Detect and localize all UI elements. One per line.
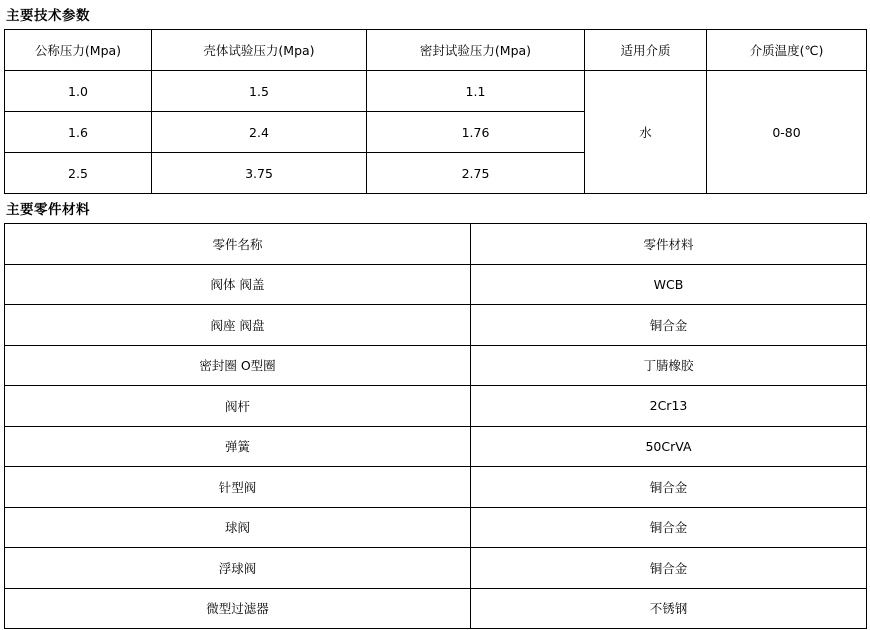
cell-seal-test-pressure-1: 1.1 (367, 71, 585, 112)
cell-medium-temperature: 0-80 (707, 71, 867, 194)
cell-part-name-7: 球阀 (5, 507, 471, 548)
materials-title: 主要零件材料 (6, 202, 90, 218)
materials-table (4, 223, 867, 629)
cell-part-material-8: 铜合金 (471, 548, 867, 589)
header-cell-medium: 适用介质 (585, 30, 707, 71)
header-cell-nominal-pressure: 公称压力(Mpa) (5, 30, 152, 71)
cell-part-material-4: 2Cr13 (471, 386, 867, 427)
cell-part-material-5: 50CrVA (471, 426, 867, 467)
cell-part-name-6: 针型阀 (5, 467, 471, 508)
cell-part-name-1: 阀体 阀盖 (5, 264, 471, 305)
table-header-row (5, 224, 867, 265)
table-header-row (5, 30, 867, 71)
table-row (5, 345, 867, 386)
cell-part-name-3: 密封圈 O型圈 (5, 345, 471, 386)
table-row (5, 71, 867, 112)
header-cell-part-name: 零件名称 (5, 224, 471, 265)
cell-nominal-pressure-2: 1.6 (5, 112, 152, 153)
cell-part-material-2: 铜合金 (471, 305, 867, 346)
cell-medium: 水 (585, 71, 707, 194)
table-row (5, 507, 867, 548)
header-cell-part-material: 零件材料 (471, 224, 867, 265)
table-row (5, 588, 867, 629)
table-row (5, 305, 867, 346)
cell-part-material-9: 不锈钢 (471, 588, 867, 629)
cell-shell-test-pressure-2: 2.4 (152, 112, 367, 153)
cell-shell-test-pressure-1: 1.5 (152, 71, 367, 112)
cell-part-name-9: 微型过滤器 (5, 588, 471, 629)
cell-nominal-pressure-1: 1.0 (5, 71, 152, 112)
cell-part-name-4: 阀杆 (5, 386, 471, 427)
cell-part-material-3: 丁腈橡胶 (471, 345, 867, 386)
cell-part-material-7: 铜合金 (471, 507, 867, 548)
cell-shell-test-pressure-3: 3.75 (152, 153, 367, 194)
header-cell-seal-test-pressure: 密封试验压力(Mpa) (367, 30, 585, 71)
table-row (5, 426, 867, 467)
table-row (5, 386, 867, 427)
tech-params-title: 主要技术参数 (6, 8, 90, 24)
table-row (5, 264, 867, 305)
cell-part-name-5: 弹簧 (5, 426, 471, 467)
cell-part-name-2: 阀座 阀盘 (5, 305, 471, 346)
table-row (5, 548, 867, 589)
cell-part-name-8: 浮球阀 (5, 548, 471, 589)
header-cell-shell-test-pressure: 壳体试验压力(Mpa) (152, 30, 367, 71)
header-cell-medium-temperature: 介质温度(℃) (707, 30, 867, 71)
tech-params-table (4, 29, 867, 194)
table-row (5, 467, 867, 508)
cell-nominal-pressure-3: 2.5 (5, 153, 152, 194)
cell-seal-test-pressure-2: 1.76 (367, 112, 585, 153)
cell-part-material-6: 铜合金 (471, 467, 867, 508)
cell-seal-test-pressure-3: 2.75 (367, 153, 585, 194)
cell-part-material-1: WCB (471, 264, 867, 305)
